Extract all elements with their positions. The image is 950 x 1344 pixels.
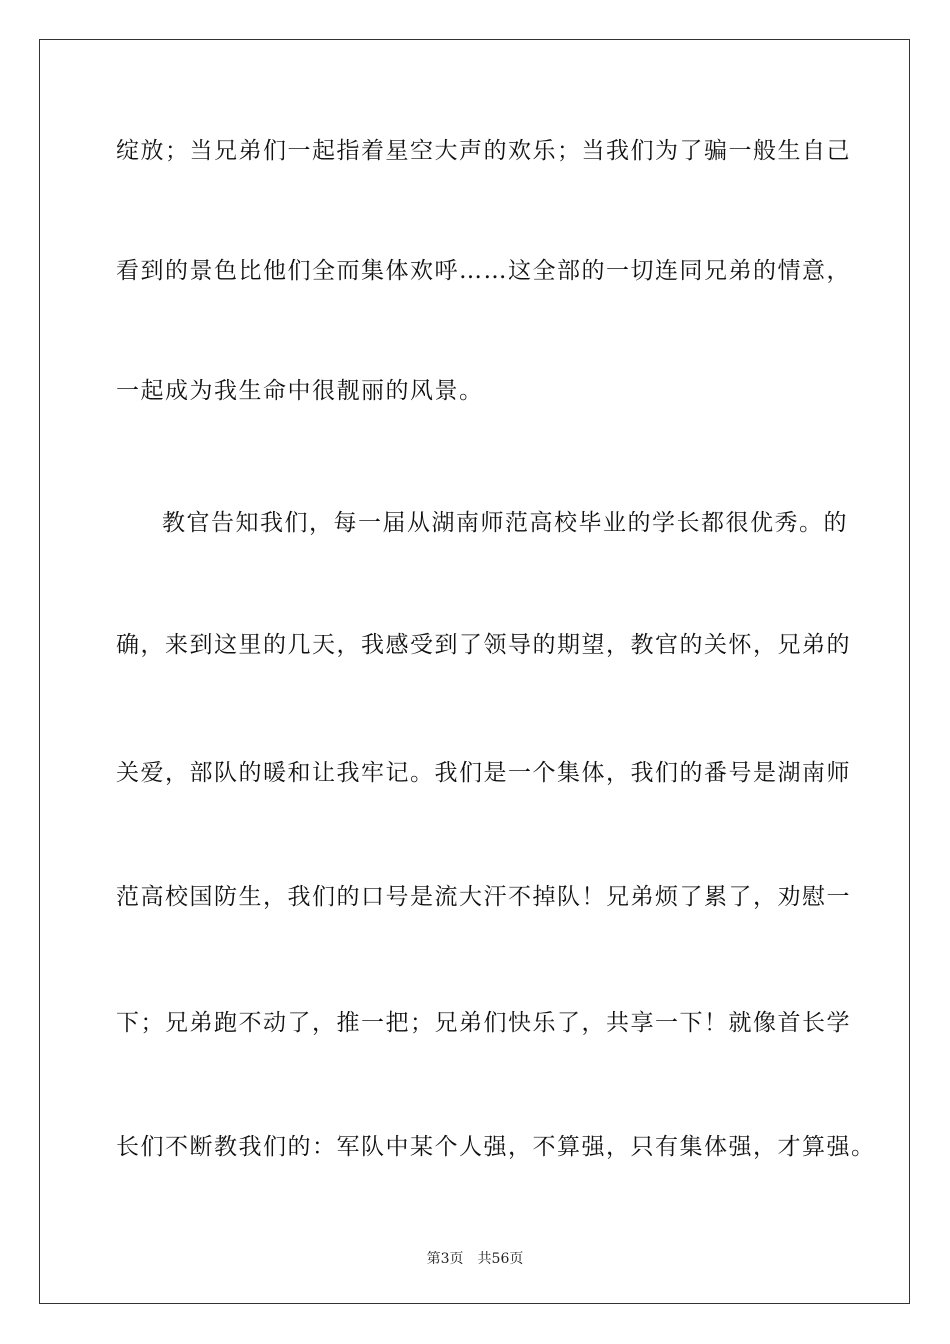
text-line-7: 范高校国防生，我们的口号是流大汗不掉队！兄弟烦了累了，劝慰一 xyxy=(116,884,851,910)
text-line-1: 绽放；当兄弟们一起指着星空大声的欢乐；当我们为了骗一般生自己 xyxy=(116,138,851,164)
text-line-5: 确，来到这里的几天，我感受到了领导的期望，教官的关怀，兄弟的 xyxy=(116,632,851,658)
text-line-4: 教官告知我们，每一届从湖南师范高校毕业的学长都很优秀。的 xyxy=(162,510,848,536)
page-total: 共56页 xyxy=(477,1251,524,1267)
page-footer xyxy=(0,1248,950,1268)
text-line-6: 关爱，部队的暖和让我牢记。我们是一个集体，我们的番号是湖南师 xyxy=(116,760,851,786)
text-line-9: 长们不断教我们的：军队中某个人强，不算强，只有集体强，才算强。 xyxy=(116,1134,876,1160)
text-line-3: 一起成为我生命中很靓丽的风景。 xyxy=(116,378,484,404)
page-frame xyxy=(39,39,910,1304)
page-number: 第3页 xyxy=(426,1251,464,1267)
text-line-2: 看到的景色比他们全而集体欢呼……这全部的一切连同兄弟的情意， xyxy=(116,258,851,284)
text-line-8: 下；兄弟跑不动了，推一把；兄弟们快乐了，共享一下！就像首长学 xyxy=(116,1010,851,1036)
